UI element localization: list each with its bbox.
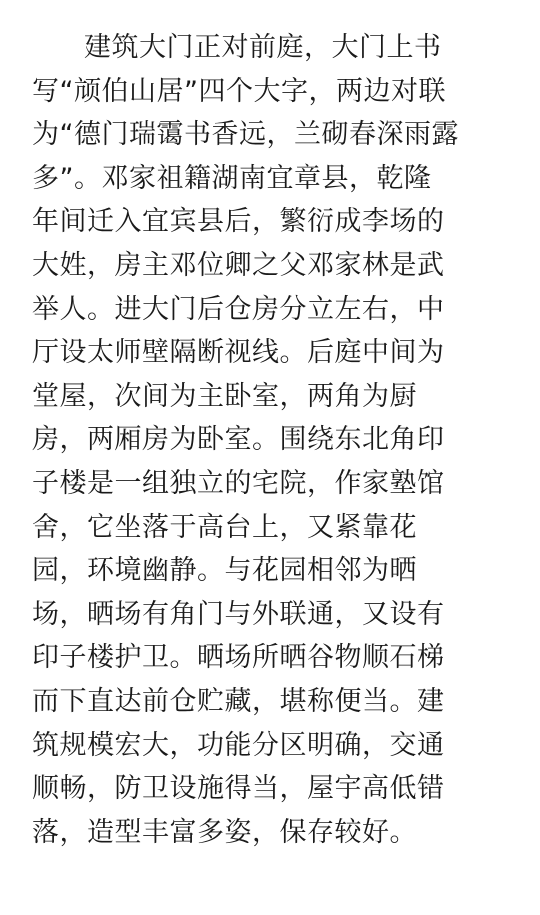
text-line: 子楼是一组独立的宅院，作家塾馆 [32,467,445,499]
text-line: 举人。进大门后仓房分立左右，中 [32,293,445,325]
text-line: 多”。邓家祖籍湖南宜章县，乾隆 [32,162,432,194]
text-line: 建筑大门正对前庭，大门上书 [84,32,442,63]
text-line: 年间迁入宜宾县后，繁衍成李场的 [32,206,445,238]
text-line: 园，环境幽静。与花园相邻为晒 [32,555,417,587]
article-paragraph [32,26,512,854]
text-line: 厅设太师壁隔断视线。后庭中间为 [32,337,445,369]
text-line: 舍，它坐落于高台上，又紧靠花 [32,511,417,543]
text-line: 大姓，房主邓位卿之父邓家林是武 [32,249,445,281]
text-line: 堂屋，次间为主卧室，两角为厨 [32,380,417,412]
text-line: 场，晒场有角门与外联通，又设有 [32,598,445,630]
text-line: 落，造型丰富多姿，保存较好。 [32,816,417,848]
text-line: 印子楼护卫。晒场所晒谷物顺石梯 [32,642,445,674]
text-line: 为“德门瑞霭书香远，兰砌春深雨露 [32,119,459,151]
text-line: 顺畅，防卫设施得当，屋宇高低错 [32,773,445,805]
text-line: 筑规模宏大，功能分区明确，交通 [32,729,445,761]
text-line: 房，两厢房为卧室。围绕东北角印 [32,424,445,456]
text-line: 而下直达前仓贮藏，堪称便当。建 [32,685,445,717]
text-line: 写“颃伯山居”四个大字，两边对联 [32,75,446,107]
